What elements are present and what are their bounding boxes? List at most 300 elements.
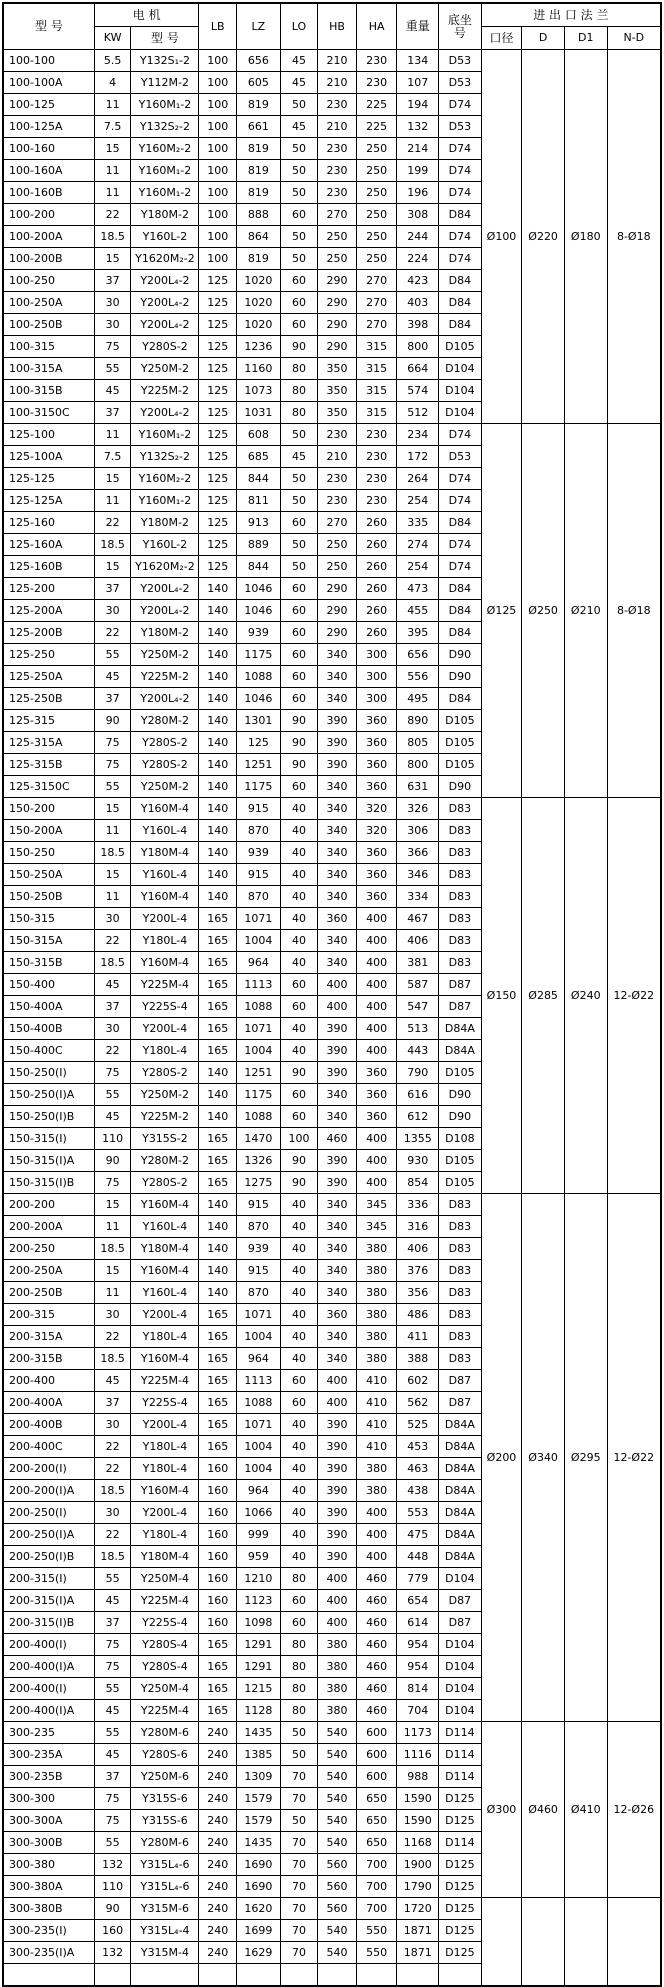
cell-motor-model: Y160M-4	[131, 798, 199, 820]
cell-hb: 340	[318, 864, 357, 886]
cell-hb: 380	[318, 1656, 357, 1678]
cell-ha: 230	[356, 490, 397, 512]
cell-kw: 45	[94, 666, 131, 688]
cell-hb: 350	[318, 358, 357, 380]
cell-ha: 400	[356, 1546, 397, 1568]
cell-ha: 600	[356, 1744, 397, 1766]
cell-model: 150-400A	[3, 996, 94, 1018]
cell-kw: 11	[94, 1282, 131, 1304]
cell-motor-model: Y225M-2	[131, 1106, 199, 1128]
cell-ha: 400	[356, 1524, 397, 1546]
cell-weight: 381	[397, 952, 439, 974]
cell-motor-model: Y315M-4	[131, 1942, 199, 1964]
cell-lo: 50	[280, 248, 318, 270]
cell-base-no: D83	[439, 886, 482, 908]
cell-motor-model: Y160M-4	[131, 886, 199, 908]
cell-lo: 60	[280, 512, 318, 534]
cell-lz: 870	[237, 1216, 281, 1238]
col-header-bore: 口径	[481, 27, 522, 50]
cell-weight: 1790	[397, 1876, 439, 1898]
cell-lb: 240	[199, 1810, 237, 1832]
cell-model: 150-200A	[3, 820, 94, 842]
cell-base-no: D83	[439, 908, 482, 930]
cell-ha: 400	[356, 1128, 397, 1150]
cell-hb: 340	[318, 820, 357, 842]
cell-base-no: D84A	[439, 1458, 482, 1480]
cell-hb: 290	[318, 292, 357, 314]
cell-lz: 1066	[237, 1502, 281, 1524]
cell-lz: 685	[237, 446, 281, 468]
cell-hb: 340	[318, 1194, 357, 1216]
cell-kw: 30	[94, 314, 131, 336]
cell-base-no: D105	[439, 732, 482, 754]
cell-model: 125-315	[3, 710, 94, 732]
cell-weight: 475	[397, 1524, 439, 1546]
cell-ha: 400	[356, 1172, 397, 1194]
cell-hb: 540	[318, 1788, 357, 1810]
cell-model: 125-315B	[3, 754, 94, 776]
cell-weight: 954	[397, 1634, 439, 1656]
cell-kw: 22	[94, 1326, 131, 1348]
cell-kw: 160	[94, 1920, 131, 1942]
cell-kw: 90	[94, 1898, 131, 1920]
cell-lo: 70	[280, 1832, 318, 1854]
cell-hb: 250	[318, 534, 357, 556]
cell-lz: 1073	[237, 380, 281, 402]
cell-lo: 40	[280, 1216, 318, 1238]
cell-lz: 1175	[237, 776, 281, 798]
col-header-kw: KW	[94, 27, 131, 50]
cell-lo: 40	[280, 1480, 318, 1502]
cell-kw: 11	[94, 160, 131, 182]
cell-motor-model: Y280S-4	[131, 1656, 199, 1678]
cell-kw: 18.5	[94, 842, 131, 864]
cell-ha: 300	[356, 644, 397, 666]
cell-base-no: D84	[439, 622, 482, 644]
cell-lb: 160	[199, 1546, 237, 1568]
cell-ha: 600	[356, 1766, 397, 1788]
cell-base-no: D74	[439, 248, 482, 270]
cell-ha: 650	[356, 1832, 397, 1854]
cell-ha: 460	[356, 1700, 397, 1722]
cell-weight: 107	[397, 72, 439, 94]
cell-hb: 560	[318, 1876, 357, 1898]
cell-motor-model: Y280S-2	[131, 754, 199, 776]
cell-flange-d: Ø285	[522, 798, 565, 1194]
cell-lo: 40	[280, 1546, 318, 1568]
cell-hb: 400	[318, 1392, 357, 1414]
cell-model: 125-160A	[3, 534, 94, 556]
cell-base-no: D83	[439, 1260, 482, 1282]
cell-weight: 463	[397, 1458, 439, 1480]
cell-hb: 210	[318, 116, 357, 138]
cell-base-no: D53	[439, 116, 482, 138]
cell-kw: 18.5	[94, 1348, 131, 1370]
cell-motor-model: Y160L-2	[131, 226, 199, 248]
cell-base-no: D53	[439, 50, 482, 72]
cell-lo: 60	[280, 666, 318, 688]
cell-motor-model: Y160L-4	[131, 864, 199, 886]
cell-lz: 1071	[237, 908, 281, 930]
cell-weight: 334	[397, 886, 439, 908]
cell-model: 200-400C	[3, 1436, 94, 1458]
cell-weight: 614	[397, 1612, 439, 1634]
cell-ha: 700	[356, 1898, 397, 1920]
cell-hb: 380	[318, 1700, 357, 1722]
cell-ha: 360	[356, 754, 397, 776]
cell-base-no: D87	[439, 1612, 482, 1634]
cell-model: 200-400(I)A	[3, 1700, 94, 1722]
cell-model: 200-315B	[3, 1348, 94, 1370]
cell-lz: 819	[237, 182, 281, 204]
cell-ha: 550	[356, 1942, 397, 1964]
cell-kw: 75	[94, 1788, 131, 1810]
cell-lb: 125	[199, 446, 237, 468]
cell-hb: 400	[318, 1370, 357, 1392]
cell-lo: 60	[280, 204, 318, 226]
cell-motor-model: Y315S-6	[131, 1788, 199, 1810]
cell-kw: 4	[94, 72, 131, 94]
cell-model: 200-315(I)A	[3, 1590, 94, 1612]
cell-model: 100-315	[3, 336, 94, 358]
cell-motor-model: Y225S-4	[131, 1612, 199, 1634]
cell-kw: 11	[94, 424, 131, 446]
cell-ha: 250	[356, 248, 397, 270]
cell-model: 100-3150C	[3, 402, 94, 424]
cell-kw: 37	[94, 1392, 131, 1414]
col-header-hb: HB	[318, 3, 357, 50]
cell-model: 200-400A	[3, 1392, 94, 1414]
cell-base-no: D104	[439, 1678, 482, 1700]
cell-hb: 390	[318, 1502, 357, 1524]
cell-ha: 260	[356, 556, 397, 578]
cell-base-no: D84A	[439, 1414, 482, 1436]
cell-kw: 11	[94, 820, 131, 842]
cell-kw: 18.5	[94, 1480, 131, 1502]
cell-hb: 390	[318, 1546, 357, 1568]
cell-lz: 1620	[237, 1898, 281, 1920]
cell-hb: 340	[318, 776, 357, 798]
cell-lb: 140	[199, 1084, 237, 1106]
cell-ha: 360	[356, 1062, 397, 1084]
cell-ha: 320	[356, 820, 397, 842]
col-header-model: 型 号	[3, 3, 94, 50]
cell-lz: 1301	[237, 710, 281, 732]
cell-lb: 240	[199, 1722, 237, 1744]
cell-kw: 30	[94, 1304, 131, 1326]
cell-kw: 15	[94, 468, 131, 490]
cell-lz: 811	[237, 490, 281, 512]
cell-motor-model: Y160L-4	[131, 1282, 199, 1304]
cell-model: 100-100	[3, 50, 94, 72]
cell-lo: 45	[280, 50, 318, 72]
cell-lb: 140	[199, 1194, 237, 1216]
cell-ha: 460	[356, 1590, 397, 1612]
cell-model: 200-200(I)	[3, 1458, 94, 1480]
cell-ha: 270	[356, 314, 397, 336]
cell-flange-d1: Ø240	[564, 798, 607, 1194]
cell-weight: 199	[397, 160, 439, 182]
cell-motor-model: Y1620M₂-2	[131, 556, 199, 578]
cell-weight: 805	[397, 732, 439, 754]
cell-lo: 40	[280, 798, 318, 820]
cell-lb: 165	[199, 1678, 237, 1700]
cell-lz: 889	[237, 534, 281, 556]
cell-weight: 411	[397, 1326, 439, 1348]
cell-hb: 350	[318, 380, 357, 402]
cell-lz: 1309	[237, 1766, 281, 1788]
cell-kw: 45	[94, 1744, 131, 1766]
cell-lo: 40	[280, 1326, 318, 1348]
cell-lz: 1291	[237, 1656, 281, 1678]
cell-model: 100-160	[3, 138, 94, 160]
cell-lo: 80	[280, 380, 318, 402]
cell-lz: 1175	[237, 1084, 281, 1106]
cell-ha: 300	[356, 666, 397, 688]
cell-lz: 1113	[237, 974, 281, 996]
cell-lz: 1435	[237, 1832, 281, 1854]
cell-lo	[280, 1964, 318, 1987]
cell-hb: 340	[318, 1216, 357, 1238]
cell-motor-model: Y280M-6	[131, 1722, 199, 1744]
cell-base-no: D84	[439, 512, 482, 534]
cell-lz: 1046	[237, 688, 281, 710]
cell-model: 300-380A	[3, 1876, 94, 1898]
cell-kw: 110	[94, 1128, 131, 1150]
cell-ha: 400	[356, 952, 397, 974]
cell-flange-d: Ø340	[522, 1194, 565, 1722]
cell-hb: 290	[318, 622, 357, 644]
cell-model: 150-250B	[3, 886, 94, 908]
cell-lo: 80	[280, 1634, 318, 1656]
cell-model: 125-250B	[3, 688, 94, 710]
cell-weight: 443	[397, 1040, 439, 1062]
table-row	[3, 798, 661, 820]
cell-kw: 75	[94, 1656, 131, 1678]
cell-lz	[237, 1964, 281, 1987]
cell-ha: 700	[356, 1854, 397, 1876]
cell-hb: 340	[318, 1084, 357, 1106]
cell-model: 150-250(I)	[3, 1062, 94, 1084]
cell-model: 200-400(I)	[3, 1678, 94, 1700]
cell-ha: 250	[356, 204, 397, 226]
cell-lz: 656	[237, 50, 281, 72]
cell-weight: 800	[397, 754, 439, 776]
cell-lz: 1579	[237, 1788, 281, 1810]
cell-lo: 60	[280, 1590, 318, 1612]
cell-lb: 140	[199, 644, 237, 666]
cell-lb: 125	[199, 270, 237, 292]
cell-model: 300-235	[3, 1722, 94, 1744]
cell-lo: 70	[280, 1854, 318, 1876]
cell-lz: 819	[237, 160, 281, 182]
cell-motor-model: Y160L-4	[131, 1216, 199, 1238]
cell-motor-model: Y160M-4	[131, 1194, 199, 1216]
cell-lo: 60	[280, 314, 318, 336]
cell-weight: 1173	[397, 1722, 439, 1744]
cell-lb: 100	[199, 226, 237, 248]
cell-weight: 790	[397, 1062, 439, 1084]
cell-hb: 210	[318, 446, 357, 468]
cell-flange-nd: 12-Ø26	[607, 1722, 661, 1898]
cell-model	[3, 1964, 94, 1987]
cell-lb: 140	[199, 798, 237, 820]
cell-base-no: D90	[439, 666, 482, 688]
cell-lz: 915	[237, 1194, 281, 1216]
cell-hb: 380	[318, 1678, 357, 1700]
cell-lo: 90	[280, 336, 318, 358]
cell-kw: 55	[94, 1722, 131, 1744]
cell-lo: 40	[280, 1282, 318, 1304]
cell-lo: 60	[280, 996, 318, 1018]
cell-ha: 230	[356, 50, 397, 72]
cell-base-no: D114	[439, 1722, 482, 1744]
cell-kw: 18.5	[94, 952, 131, 974]
cell-lz: 964	[237, 952, 281, 974]
cell-model: 125-315A	[3, 732, 94, 754]
cell-hb: 340	[318, 798, 357, 820]
pump-motor-spec-table	[2, 2, 662, 1987]
cell-motor-model: Y160M₁-2	[131, 160, 199, 182]
cell-kw: 55	[94, 358, 131, 380]
cell-hb: 230	[318, 468, 357, 490]
cell-weight: 779	[397, 1568, 439, 1590]
cell-weight: 486	[397, 1304, 439, 1326]
cell-hb: 340	[318, 1106, 357, 1128]
cell-lo: 50	[280, 1722, 318, 1744]
cell-base-no: D104	[439, 1568, 482, 1590]
cell-motor-model: Y280S-2	[131, 1172, 199, 1194]
cell-lz: 1046	[237, 600, 281, 622]
cell-lb: 125	[199, 380, 237, 402]
cell-lz: 870	[237, 1282, 281, 1304]
cell-base-no: D90	[439, 1106, 482, 1128]
cell-lb: 140	[199, 1062, 237, 1084]
cell-hb: 340	[318, 930, 357, 952]
cell-base-no: D53	[439, 446, 482, 468]
cell-lo: 50	[280, 182, 318, 204]
cell-motor-model: Y280S-2	[131, 336, 199, 358]
cell-model: 150-250(I)B	[3, 1106, 94, 1128]
cell-lz: 864	[237, 226, 281, 248]
cell-lb: 160	[199, 1612, 237, 1634]
cell-lz: 844	[237, 468, 281, 490]
cell-lo: 70	[280, 1898, 318, 1920]
cell-lb: 140	[199, 864, 237, 886]
cell-weight: 453	[397, 1436, 439, 1458]
cell-lb: 125	[199, 336, 237, 358]
cell-lo: 40	[280, 930, 318, 952]
cell-motor-model: Y160L-2	[131, 534, 199, 556]
cell-lo: 50	[280, 468, 318, 490]
cell-model: 300-380	[3, 1854, 94, 1876]
cell-model: 200-315	[3, 1304, 94, 1326]
cell-motor-model: Y315L₄-6	[131, 1876, 199, 1898]
cell-ha: 250	[356, 160, 397, 182]
cell-lb: 140	[199, 710, 237, 732]
cell-base-no: D83	[439, 1282, 482, 1304]
cell-lz: 1031	[237, 402, 281, 424]
cell-lb: 140	[199, 1282, 237, 1304]
cell-hb: 540	[318, 1832, 357, 1854]
cell-hb: 390	[318, 1040, 357, 1062]
cell-lo: 50	[280, 160, 318, 182]
cell-model: 125-3150C	[3, 776, 94, 798]
col-header-d: D	[522, 27, 565, 50]
cell-hb: 340	[318, 644, 357, 666]
cell-hb: 230	[318, 424, 357, 446]
cell-base-no: D125	[439, 1898, 482, 1920]
cell-kw: 15	[94, 248, 131, 270]
cell-lo: 100	[280, 1128, 318, 1150]
cell-weight: 525	[397, 1414, 439, 1436]
cell-weight: 194	[397, 94, 439, 116]
cell-lb: 100	[199, 204, 237, 226]
col-header-lz: LZ	[237, 3, 281, 50]
cell-lb: 160	[199, 1458, 237, 1480]
cell-motor-model: Y180L-4	[131, 1326, 199, 1348]
cell-weight: 553	[397, 1502, 439, 1524]
cell-lo: 60	[280, 578, 318, 600]
cell-lb: 165	[199, 1150, 237, 1172]
cell-kw: 30	[94, 600, 131, 622]
cell-kw: 45	[94, 380, 131, 402]
cell-weight: 1116	[397, 1744, 439, 1766]
cell-model: 150-315	[3, 908, 94, 930]
cell-lz: 939	[237, 842, 281, 864]
cell-motor-model: Y160M₁-2	[131, 182, 199, 204]
cell-weight: 406	[397, 930, 439, 952]
cell-lz: 915	[237, 798, 281, 820]
cell-lo: 80	[280, 358, 318, 380]
cell-motor-model: Y200L₄-2	[131, 270, 199, 292]
cell-weight: 1871	[397, 1942, 439, 1964]
cell-hb: 540	[318, 1766, 357, 1788]
cell-motor-model: Y280M-2	[131, 710, 199, 732]
cell-ha: 460	[356, 1612, 397, 1634]
cell-kw: 75	[94, 732, 131, 754]
cell-motor-model: Y200L-4	[131, 908, 199, 930]
cell-lo: 40	[280, 1018, 318, 1040]
cell-lb: 165	[199, 1348, 237, 1370]
cell-lb: 125	[199, 292, 237, 314]
cell-ha: 360	[356, 1106, 397, 1128]
cell-motor-model: Y132S₁-2	[131, 50, 199, 72]
cell-kw: 5.5	[94, 50, 131, 72]
cell-lb	[199, 1964, 237, 1987]
cell-kw: 55	[94, 644, 131, 666]
cell-lz: 1690	[237, 1876, 281, 1898]
cell-lo: 90	[280, 1062, 318, 1084]
cell-lo: 70	[280, 1876, 318, 1898]
cell-lb: 140	[199, 578, 237, 600]
cell-lb: 140	[199, 776, 237, 798]
cell-ha: 260	[356, 578, 397, 600]
cell-kw: 132	[94, 1854, 131, 1876]
cell-lo: 40	[280, 1414, 318, 1436]
cell-lb: 165	[199, 1018, 237, 1040]
cell-flange-d1: Ø295	[564, 1194, 607, 1722]
cell-model: 150-400C	[3, 1040, 94, 1062]
cell-lb: 240	[199, 1898, 237, 1920]
cell-base-no: D83	[439, 1304, 482, 1326]
col-header-base-line2: 号	[453, 25, 466, 40]
cell-weight: 556	[397, 666, 439, 688]
cell-hb: 290	[318, 600, 357, 622]
cell-hb: 250	[318, 248, 357, 270]
cell-base-no: D125	[439, 1854, 482, 1876]
cell-base-no: D53	[439, 72, 482, 94]
